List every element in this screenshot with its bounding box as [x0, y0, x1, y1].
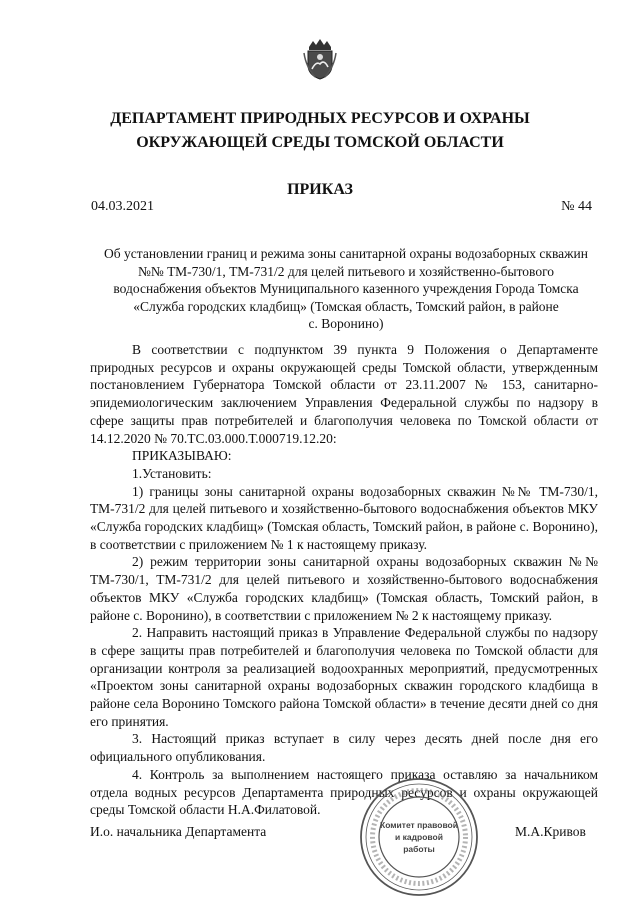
subject-line: «Служба городских кладбищ» (Томская область, Томский район, в районе	[133, 298, 559, 314]
round-stamp-icon	[358, 776, 480, 898]
item-2: 2. Направить настоящий приказ в Управление Федеральной службы по надзору в сфере защиты прав потребителей и благополучия человека по Томской области для организации контроля за реализацией водоохранных мероприятий, предусмотренных «Проектом зоны санитарной охраны водозаборных скважин городского кладбища в районе села Воронино Томского района Томской области» в течение десяти дней со дня его принятия.	[90, 625, 598, 729]
stamp-line-3: работы	[403, 844, 435, 854]
subject-line: с. Воронино)	[308, 316, 384, 331]
department-header	[60, 107, 580, 155]
item-1-2: 2) режим территории зоны санитарной охраны водозаборных скважин №№ ТМ-730/1, ТМ-731/2 для целей питьевого и хозяйственно-бытового водоснабжения объектов МКУ «Служба городских кладбищ» (Томская область, Томский район, в районе с. Воронино), в соответствии с приложением № 2 к настоящему приказу.	[90, 554, 598, 623]
signatory-name: М.А.Кривов	[515, 824, 586, 839]
document-number: № 44	[561, 199, 592, 214]
document-type: ПРИКАЗ	[287, 181, 353, 198]
subject-line: водоснабжения объектов Муниципального казенного учреждения Города Томска	[113, 281, 579, 296]
item-4: 4. Контроль за выполнением настоящего приказа оставляю за начальником отдела водных ресурсов Департамента природных ресурсов и охраны окружающей среды Томской области Н.А.Филатовой.	[90, 766, 598, 818]
stamp-line-2: и кадровой	[395, 832, 443, 842]
item-1: 1.Установить:	[132, 465, 212, 481]
header-line-1: ДЕПАРТАМЕНТ ПРИРОДНЫХ РЕСУРСОВ И ОХРАНЫ	[110, 110, 530, 127]
preamble-paragraph: В соответствии с подпунктом 39 пункта 9 Положения о Департаменте природных ресурсов и охраны окружающей среды Томской области, утвержденным постановлением Губернатора Томской области от 23.11.2007 № 153, санитарно-эпидемиологическим заключением Управления Федеральной службы по надзору в сфере защиты прав потребителей и благополучия человека по Томской области от 14.12.2020 № 70.ТС.03.000.Т.000719.12.20:	[90, 342, 598, 446]
item-1-1: 1) границы зоны санитарной охраны водозаборных скважин №№ ТМ-730/1, ТМ-731/2 для целей питьевого и хозяйственно-бытового водоснабжения объектов МКУ «Служба городских кладбищ» (Томская область, Томский район, в районе с. Воронино), в соответствии с приложением № 1 к настоящему приказу.	[90, 483, 598, 552]
document-body	[90, 341, 598, 819]
order-word: ПРИКАЗЫВАЮ:	[132, 448, 232, 464]
document-subject	[90, 245, 602, 333]
coat-of-arms-icon	[303, 37, 337, 81]
item-3: 3. Настоящий приказ вступает в силу через десять дней после дня его официального опубликования.	[90, 731, 598, 765]
subject-line: №№ ТМ-730/1, ТМ-731/2 для целей питьевого и хозяйственно-бытового	[137, 263, 555, 279]
stamp-line-1: Комитет правовой	[380, 820, 458, 830]
document-date: 04.03.2021	[91, 199, 154, 214]
signatory-position: И.о. начальника Департамента	[90, 824, 267, 839]
subject-line: Об установлении границ и режима зоны санитарной охраны водозаборных скважин	[104, 246, 588, 261]
header-line-2: ОКРУЖАЮЩЕЙ СРЕДЫ ТОМСКОЙ ОБЛАСТИ	[136, 134, 504, 151]
